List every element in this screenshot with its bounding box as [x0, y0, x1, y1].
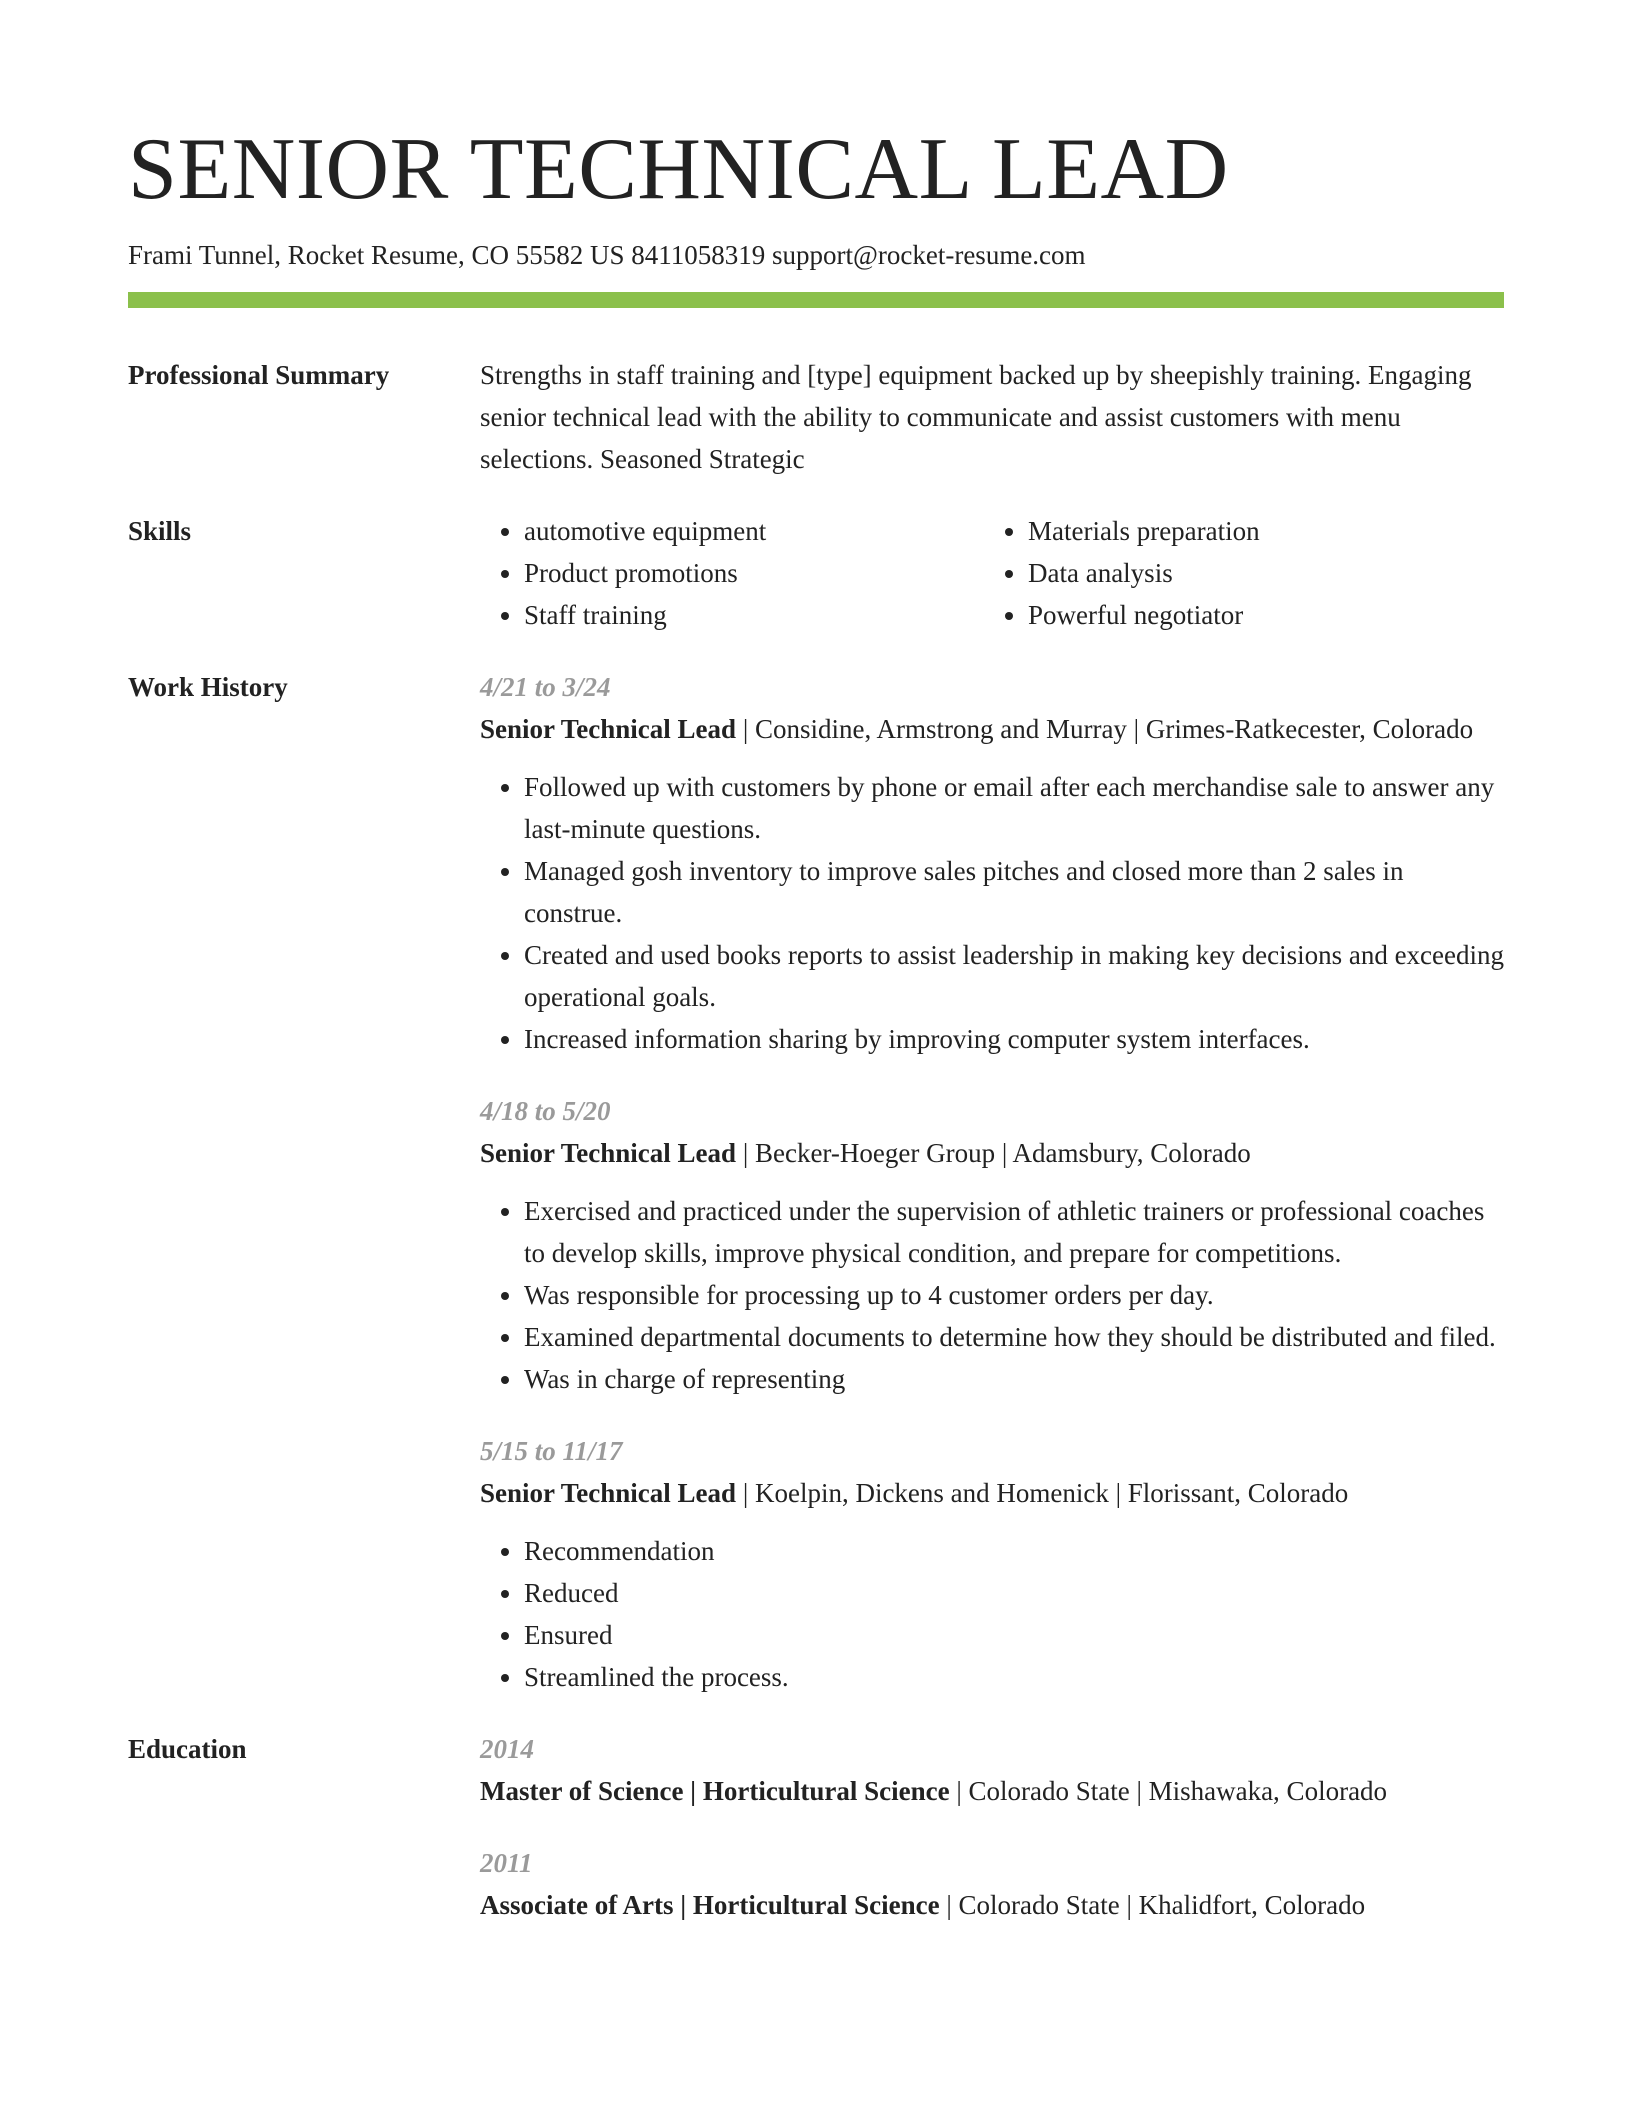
job-bullet: • Ensured — [524, 1614, 1504, 1656]
resume-title: SENIOR TECHNICAL LEAD — [128, 121, 1229, 218]
job-title: Senior Technical Lead — [480, 714, 737, 744]
job-dates: 4/18 to 5/20 — [480, 1096, 611, 1126]
education-year: 2011 — [480, 1848, 533, 1878]
job-bullet: • Reduced — [524, 1572, 1504, 1614]
education-details: | Colorado State | Khalidfort, Colorado — [939, 1890, 1366, 1920]
job-heading — [480, 1132, 1504, 1174]
education-heading — [480, 1884, 1504, 1926]
job-bullet: • Managed gosh inventory to improve sales pitches and closed more than 2 sales in construe. — [524, 850, 1504, 934]
skills-column-1 — [480, 510, 984, 636]
job-heading — [480, 708, 1504, 750]
degree-title: Master of Science | Horticultural Science — [480, 1776, 950, 1806]
job-entry — [480, 666, 1504, 1060]
skill-item: • Materials preparation — [1028, 510, 1488, 552]
job-bullet: • Examined departmental documents to determine how they should be distributed and filed. — [524, 1316, 1504, 1358]
section-work-history — [128, 666, 1504, 1728]
resume-page — [128, 118, 1504, 1926]
skills-list — [480, 510, 1504, 636]
skill-item: • Staff training — [524, 594, 984, 636]
degree-title: Associate of Arts | Horticultural Science — [480, 1890, 940, 1920]
job-title: Senior Technical Lead — [480, 1478, 737, 1508]
education-entry — [480, 1842, 1504, 1926]
contact-info: Frami Tunnel, Rocket Resume, CO 55582 US 8411058319 support@rocket-resume.com — [128, 240, 1086, 270]
job-entry — [480, 1430, 1504, 1698]
skill-item: • Product promotions — [524, 552, 984, 594]
section-label: Skills — [128, 516, 192, 546]
job-details: | Becker-Hoeger Group | Adamsbury, Colorado — [736, 1138, 1251, 1168]
work-entries — [480, 666, 1504, 1728]
job-bullet: • Followed up with customers by phone or email after each merchandise sale to answer any last-minute questions. — [524, 766, 1504, 850]
summary-text: Strengths in staff training and [type] equipment backed up by sheepishly training. Engaging senior technical lead with the ability to communicate and assist customers with menu selections. Seasoned Strategic — [480, 360, 1472, 474]
job-details: | Considine, Armstrong and Murray | Grimes-Ratkecester, Colorado — [736, 714, 1474, 744]
section-label: Professional Summary — [128, 360, 390, 390]
job-bullet: • Exercised and practiced under the supervision of athletic trainers or professional coaches to develop skills, improve physical condition, and prepare for competitions. — [524, 1190, 1504, 1274]
section-professional-summary — [128, 354, 1504, 480]
education-heading — [480, 1770, 1504, 1812]
job-title: Senior Technical Lead — [480, 1138, 737, 1168]
section-education — [128, 1728, 1504, 1926]
section-label: Work History — [128, 672, 288, 702]
job-bullet: • Increased information sharing by improving computer system interfaces. — [524, 1018, 1504, 1060]
job-bullets — [480, 766, 1504, 1060]
job-bullet: • Recommendation — [524, 1530, 1504, 1572]
job-bullets — [480, 1190, 1504, 1400]
job-dates: 5/15 to 11/17 — [480, 1436, 623, 1466]
education-year: 2014 — [480, 1734, 534, 1764]
section-label: Education — [128, 1734, 247, 1764]
skill-item: • Data analysis — [1028, 552, 1488, 594]
job-dates: 4/21 to 3/24 — [480, 672, 611, 702]
job-heading — [480, 1472, 1504, 1514]
job-bullet: • Was responsible for processing up to 4 customer orders per day. — [524, 1274, 1504, 1316]
job-bullet: • Was in charge of representing — [524, 1358, 1504, 1400]
education-details: | Colorado State | Mishawaka, Colorado — [949, 1776, 1388, 1806]
skill-item: • Powerful negotiator — [1028, 594, 1488, 636]
job-details: | Koelpin, Dickens and Homenick | Florissant, Colorado — [736, 1478, 1349, 1508]
skill-item: • automotive equipment — [524, 510, 984, 552]
job-bullets — [480, 1530, 1504, 1698]
education-entry — [480, 1728, 1504, 1812]
job-bullet: • Created and used books reports to assist leadership in making key decisions and exceeding operational goals. — [524, 934, 1504, 1018]
section-skills — [128, 510, 1504, 636]
accent-divider — [128, 292, 1504, 308]
skills-column-2 — [984, 510, 1488, 636]
education-entries — [480, 1728, 1504, 1926]
job-entry — [480, 1090, 1504, 1400]
job-bullet: • Streamlined the process. — [524, 1656, 1504, 1698]
